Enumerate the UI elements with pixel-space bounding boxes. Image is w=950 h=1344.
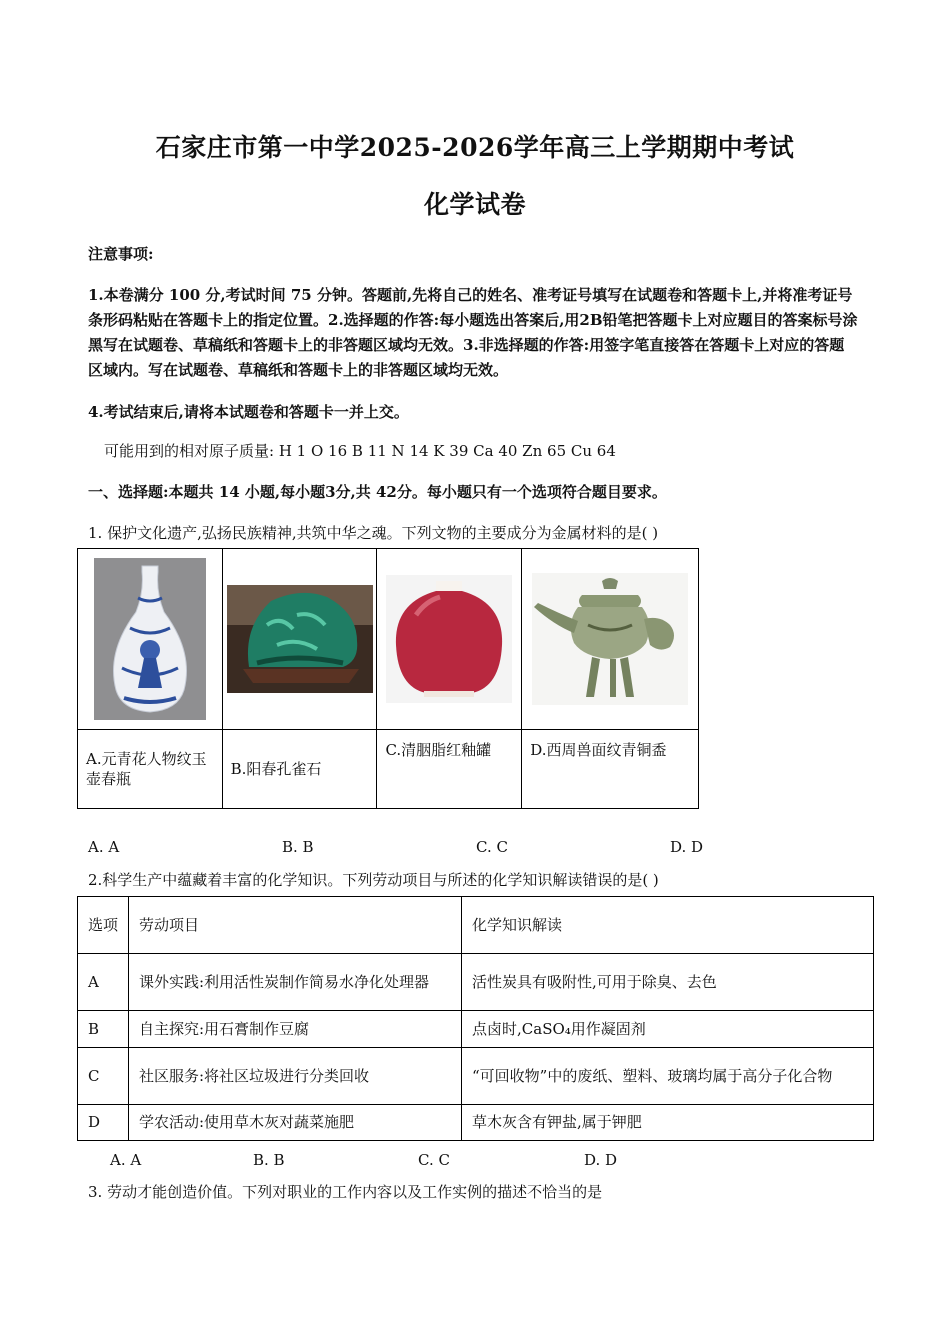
- question-1-stem: 1. 保护文化遗产,弘扬民族精神,共筑中华之魂。下列文物的主要成分为金属材料的是( ): [88, 524, 659, 542]
- q2-option-c: C. C: [418, 1151, 450, 1169]
- table-row: [78, 954, 874, 1011]
- bronze-vessel-image: [532, 573, 688, 705]
- q2-header-knowledge: 化学知识解读: [462, 897, 874, 954]
- notes-heading: 注意事项:: [88, 245, 154, 263]
- q2-option-b: B. B: [253, 1151, 285, 1169]
- notes-paragraph-2: 4.考试结束后,请将本试题卷和答题卡一并上交。: [88, 403, 409, 421]
- q2-row-item: 自主探究:用石膏制作豆腐: [129, 1011, 462, 1048]
- red-jar-image: [386, 575, 512, 703]
- artifact-c-caption: C.清胭脂红釉罐: [377, 730, 522, 809]
- q2-row-option: C: [78, 1048, 129, 1105]
- vase-image: [94, 558, 206, 720]
- q2-header-item: 劳动项目: [129, 897, 462, 954]
- q2-option-a: A. A: [110, 1151, 142, 1169]
- question-3-stem: 3. 劳动才能创造价值。下列对职业的工作内容以及工作实例的描述不恰当的是: [88, 1183, 603, 1201]
- table-row: [78, 1011, 874, 1048]
- q2-row-item: 学农活动:使用草木灰对蔬菜施肥: [129, 1105, 462, 1141]
- artifact-d-caption: D.西周兽面纹青铜盉: [522, 730, 699, 809]
- artifact-a-cell: [78, 549, 223, 730]
- q2-option-d: D. D: [584, 1151, 618, 1169]
- q1-option-b: B. B: [282, 838, 314, 856]
- section-heading: 一、选择题:本题共 14 小题,每小题3分,共 42分。每小题只有一个选项符合题目要求。: [88, 483, 667, 501]
- q2-row-option: A: [78, 954, 129, 1011]
- q2-row-knowledge: 草木灰含有钾盐,属于钾肥: [462, 1105, 874, 1141]
- q2-row-option: B: [78, 1011, 129, 1048]
- artifact-a-caption: A.元青花人物纹玉壶春瓶: [78, 730, 223, 809]
- atomic-masses: 可能用到的相对原子质量: H 1 O 16 B 11 N 14 K 39 Ca 40 Zn 65 Cu 64: [104, 442, 616, 460]
- q2-row-knowledge: “可回收物”中的废纸、塑料、玻璃均属于高分子化合物: [462, 1048, 874, 1105]
- notes-paragraph-1: 1.本卷满分 100 分,考试时间 75 分钟。答题前,先将自己的姓名、准考证号填写在试题卷和答题卡上,并将准考证号条形码粘贴在答题卡上的指定位置。2.选择题的作答:每小题选出答案后,用2B铅笔把答题卡上对应题目的答案标号涂黑写在试题卷、草稿纸和答题卡上的非答题区域均无效。3.非选择题的作答:用签字笔直接答在答题卡上对应的答题区域内。写在试题卷、草稿纸和答题卡上的非答题区域均无效。: [88, 286, 858, 379]
- table-row: [78, 1048, 874, 1105]
- malachite-image: [227, 585, 373, 693]
- q2-header-option: 选项: [78, 897, 129, 954]
- q1-option-d: D. D: [670, 838, 704, 856]
- artifact-c-cell: [377, 549, 522, 730]
- q2-row-item: 课外实践:利用活性炭制作简易水净化处理器: [129, 954, 462, 1011]
- q2-row-knowledge: 活性炭具有吸附性,可用于除臭、去色: [462, 954, 874, 1011]
- q2-row-knowledge: 点卤时,CaSO₄用作凝固剂: [462, 1011, 874, 1048]
- table-row: [78, 1105, 874, 1141]
- q2-row-item: 社区服务:将社区垃圾进行分类回收: [129, 1048, 462, 1105]
- artifact-b-cell: [222, 549, 377, 730]
- q1-option-a: A. A: [88, 838, 120, 856]
- q1-option-c: C. C: [476, 838, 508, 856]
- exam-title: 石家庄市第一中学2025-2026学年高三上学期期中考试: [155, 133, 795, 162]
- exam-subject: 化学试卷: [423, 190, 526, 219]
- question-2-table: [77, 896, 874, 1141]
- question-1-table: [77, 548, 699, 809]
- artifact-b-caption: B.阳春孔雀石: [222, 730, 377, 809]
- q2-row-option: D: [78, 1105, 129, 1141]
- artifact-d-cell: [522, 549, 699, 730]
- question-2-stem: 2.科学生产中蕴藏着丰富的化学知识。下列劳动项目与所述的化学知识解读错误的是( ): [88, 871, 659, 889]
